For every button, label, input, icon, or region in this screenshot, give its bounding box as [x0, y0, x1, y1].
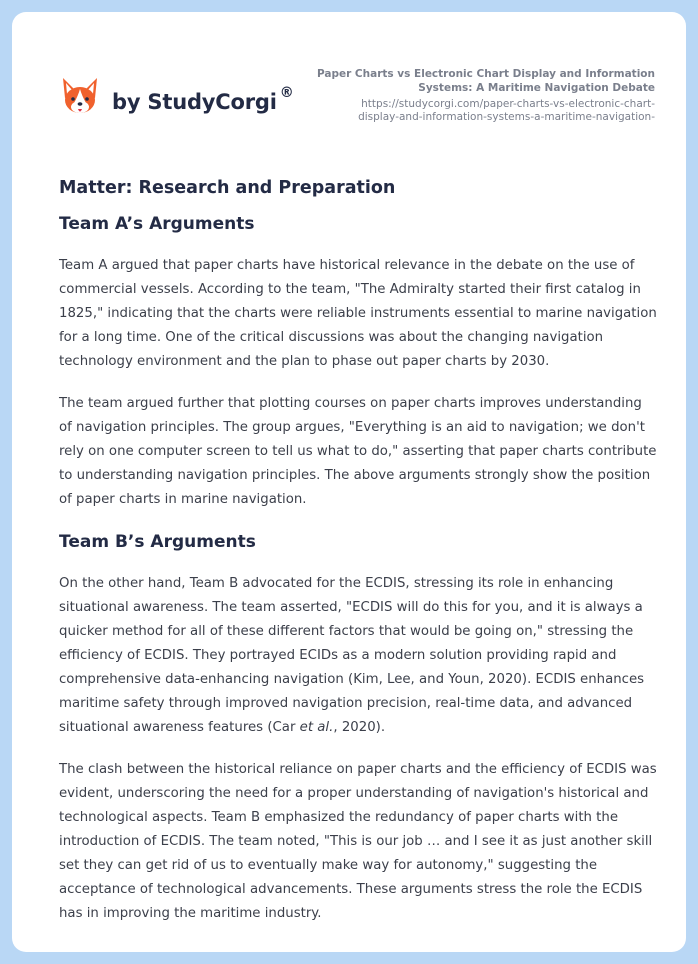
document-title [295, 67, 655, 95]
document-url-line[interactable]: https://studycorgi.com/paper-charts-vs-electronic-chart- [361, 98, 655, 110]
document-meta [295, 67, 655, 124]
team-b-paragraph-2: The clash between the historical reliance on paper charts and the efficiency of ECDIS was evident, underscoring the need for a proper understanding of navigation's historical and technological aspects. Team B emphasized the redundancy of paper charts with the introduction of ECDIS. The team noted, "This is our job … and I see it as just another skill set they can get rid of us to eventually make way for autonomy," suggesting the acceptance of technological advancements. These arguments stress the role the ECDIS has in improving the maritime industry. [59, 762, 657, 921]
team-a-paragraph-1: Team A argued that paper charts have historical relevance in the debate on the use of commercial vessels. According to the team, "The Admiralty started their first catalog in 1825," indicating that the charts were reliable instruments essential to marine navigation for a long time. One of the critical discussions was about the changing navigation technology environment and the plan to phase out paper charts by 2030. [59, 258, 657, 369]
team-a-paragraph-2: The team argued further that plotting courses on paper charts improves understanding of navigation principles. The group argues, "Everything is an aid to navigation; we don't rely on one computer screen to tell us what to do," asserting that paper charts contribute to understanding navigation principles. The above arguments strongly show the position of paper charts in marine navigation. [59, 396, 657, 507]
citation-et-al: et al. [299, 720, 334, 735]
document-url[interactable] [295, 98, 655, 124]
section-title: Matter: Research and Preparation [59, 178, 396, 198]
team-b-paragraph-1 [59, 572, 657, 740]
studycorgi-logo[interactable] [60, 76, 294, 120]
paragraph-text: On the other hand, Team B advocated for the ECDIS, stressing its role in enhancing situational awareness. The team asserted, "ECDIS will do this for you, and it is always a quicker method for all of these different factors that would be going on," stressing the efficiency of ECDIS. They portrayed ECIDs as a modern solution providing rapid and comprehensive data-enhancing navigation (Kim, Lee, and Youn, 2020). ECDIS enhances maritime safety through improved navigation precision, real-time data, and advanced situational awareness features (Car [59, 576, 645, 735]
article-body [59, 175, 657, 926]
team-a-heading: Team A’s Arguments [59, 214, 255, 234]
brand-name: by StudyCorgi ® [112, 84, 294, 114]
team-b-heading: Team B’s Arguments [59, 532, 256, 552]
page-header [12, 12, 686, 152]
paragraph-text: , 2020). [333, 720, 386, 735]
document-page [12, 12, 686, 952]
corgi-logo-icon [60, 76, 100, 120]
document-title-line: Systems: A Maritime Navigation Debate [418, 82, 655, 94]
document-url-line[interactable]: display-and-information-systems-a-maritime-navigation- [358, 111, 655, 123]
document-title-line: Paper Charts vs Electronic Chart Display and Information [316, 68, 655, 80]
